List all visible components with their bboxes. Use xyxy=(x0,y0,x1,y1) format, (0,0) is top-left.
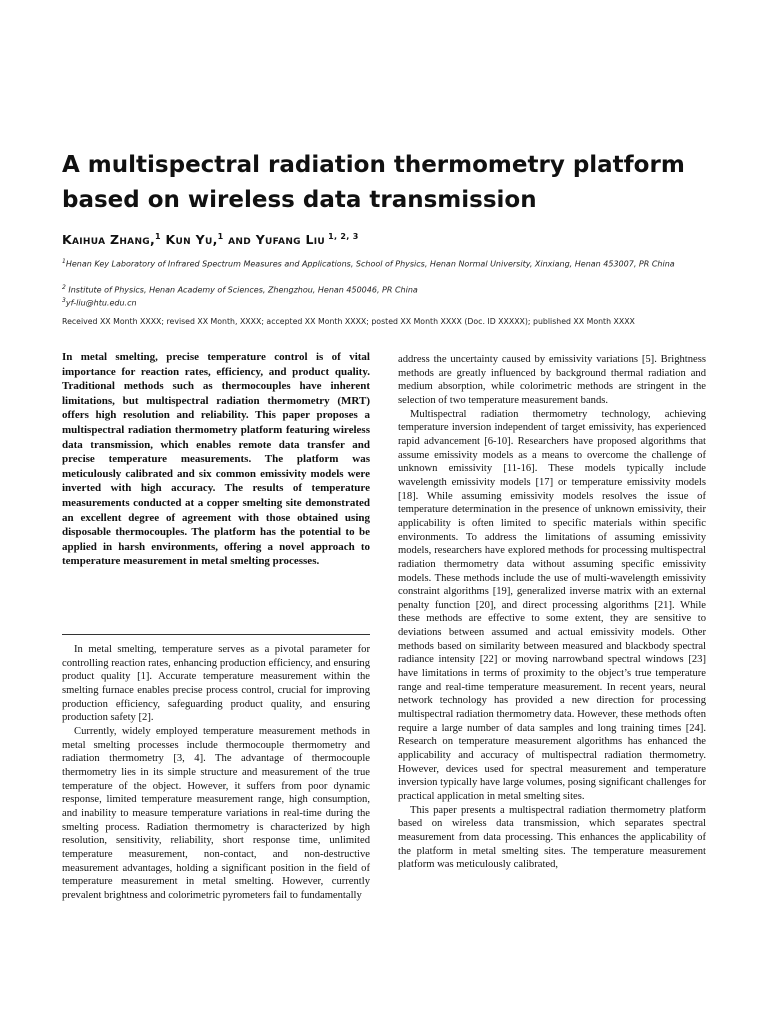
body-paragraph: Currently, widely employed temperature measurement methods in metal smelting processes include thermocouple thermometry and radiation thermometry [3, 4]. The advantage of thermocouple thermometry lies in its simple structure and measurement of the true temperature of the object. However, it suffers from poor dynamic response, limited temperature measurement range, high consumption, and inability to measure temperature variations in real-time during the smelting process. Radiation thermometry is characterized by high resolution, sensitivity, reliability, short response time, unlimited temperature measurement, non-contact, and non-destructive measurement advantages, holding a significant position in the field of temperature measurement in metal smelting. However, currently prevalent brightness and colorimetric pyrometers fail to fundamentally xyxy=(62,725,370,901)
author-affil-marker: 1 xyxy=(155,232,161,241)
abstract-divider xyxy=(62,634,370,635)
title-line-2: based on wireless data transmission xyxy=(62,187,537,213)
affiliation-marker: 2 xyxy=(62,284,66,291)
body-paragraph: Multispectral radiation thermometry technology, achieving temperature inversion independent of target emissivity, has experienced rapid advancement [6-10]. Researchers have proposed algorithms that assume emissivity models as a means to overcome the challenge of unknown emissivity [11-16]. These models typically include wavelength emissivity models [17] or temperature emissivity models [18]. While assuming emissivity models resolves the issue of temperature determination in the presence of unknown emissivity, their applicability is often limited to specific materials within specific environments. To address the limitations of assuming emissivity models, researchers have explored methods for processing multispectral radiation thermometry data without assuming specific emissivity models. These methods include the use of multi-wavelength emissivity constraint algorithms [19], generalized inverse matrix with an external penalty function [20], and direct processing algorithms [21]. While these methods are effective to some extent, they are sensitive to deviations between assumed and actual emissivity models. Other methods based on similarity between measured and blackbody spectral radiance intensity [22] or moving narrowband spectral windows [23] have limitations in terms of proximity to the object’s true temperature range and real-time temperature measurement. In recent years, neural network technology has provided a new direction for processing multispectral radiation thermometry data. However, these methods often require a large number of data samples and long training times [24]. Research on temperature measurement algorithms has enhanced the applicability and accuracy of multispectral radiation thermometry. However, devices used for spectral measurement and temperature inversion typically have large volumes, posing significant challenges for practical application in metal smelting sites. xyxy=(398,408,706,802)
corresponding-email xyxy=(62,295,722,310)
received-dates: Received XX Month XXXX; revised XX Month, XXXX; accepted XX Month XXXX; posted XX Month XXXX (Doc. ID XXXXX); published XX Month XXXX xyxy=(62,317,635,326)
body-paragraph: address the uncertainty caused by emissivity variations [5]. Brightness methods are greatly influenced by background thermal radiation and medium absorption, while colorimetric methods are stringent in the selection of two temperature measurement bands. xyxy=(398,354,706,406)
paper-title xyxy=(62,148,722,218)
email-link[interactable]: yf-liu@htu.edu.cn xyxy=(65,298,137,308)
author-affil-marker: 1, 2, 3 xyxy=(325,232,359,241)
author-conjunction: and xyxy=(223,232,256,248)
body-paragraph: This paper presents a multispectral radiation thermometry platform based on wireless data transmission, which separates spectral measurement from data processing. This enhances the applicability of the platform in metal smelting sites. The temperature measurement platform was meticulously calibrated, xyxy=(398,804,706,871)
affiliation-text: Henan Key Laboratory of Infrared Spectrum Measures and Applications, School of Physics, Henan Normal University, Xinxiang, Henan 453007, PR China xyxy=(65,259,675,269)
title-line-1: A multispectral radiation thermometry platform xyxy=(62,152,685,178)
body-paragraph: In metal smelting, temperature serves as a pivotal parameter for controlling reaction rates, enhancing production efficiency, and ensuring product quality [1]. Accurate temperature measurement within the smelting furnace enables precise process control, crucial for improving production efficiency, safeguarding product quality, and ensuring production safety [2]. xyxy=(62,644,370,724)
body-left-column xyxy=(62,643,370,902)
abstract: In metal smelting, precise temperature control is of vital importance for reaction rates, efficiency, and product quality. Traditional methods such as thermocouples have inherent limitations, but multispectral radiation thermometry (MRT) offers high resolution and reliability. This paper proposes a multispectral radiation thermometry platform featuring wireless data transmission, which enables remote data transfer and precise temperature measurements. The platform was meticulously calibrated and six common emissivity models were inverted with high accuracy. The results of temperature measurements conducted at a copper smelting site demonstrated an excellent degree of agreement with those obtained using disposable thermocouples. The platform has the potential to be applied in harsh environments, offering a novel approach to temperature measurement in metal smelting processes. xyxy=(62,351,370,568)
affiliation-marker: 3 xyxy=(62,297,66,304)
affiliation-marker: 1 xyxy=(62,258,66,265)
author-affil-marker: 1 xyxy=(217,232,224,241)
body-right-column xyxy=(398,353,706,872)
affiliation-1 xyxy=(62,256,722,271)
author-name: Kaihua Zhang, xyxy=(62,232,156,248)
affiliation-text: Institute of Physics, Henan Academy of Sciences, Zhengzhou, Henan 450046, PR China xyxy=(65,285,418,295)
author-name: Yufang Liu xyxy=(255,232,326,248)
author-list xyxy=(62,232,722,247)
author-name: Kun Yu, xyxy=(160,232,218,248)
